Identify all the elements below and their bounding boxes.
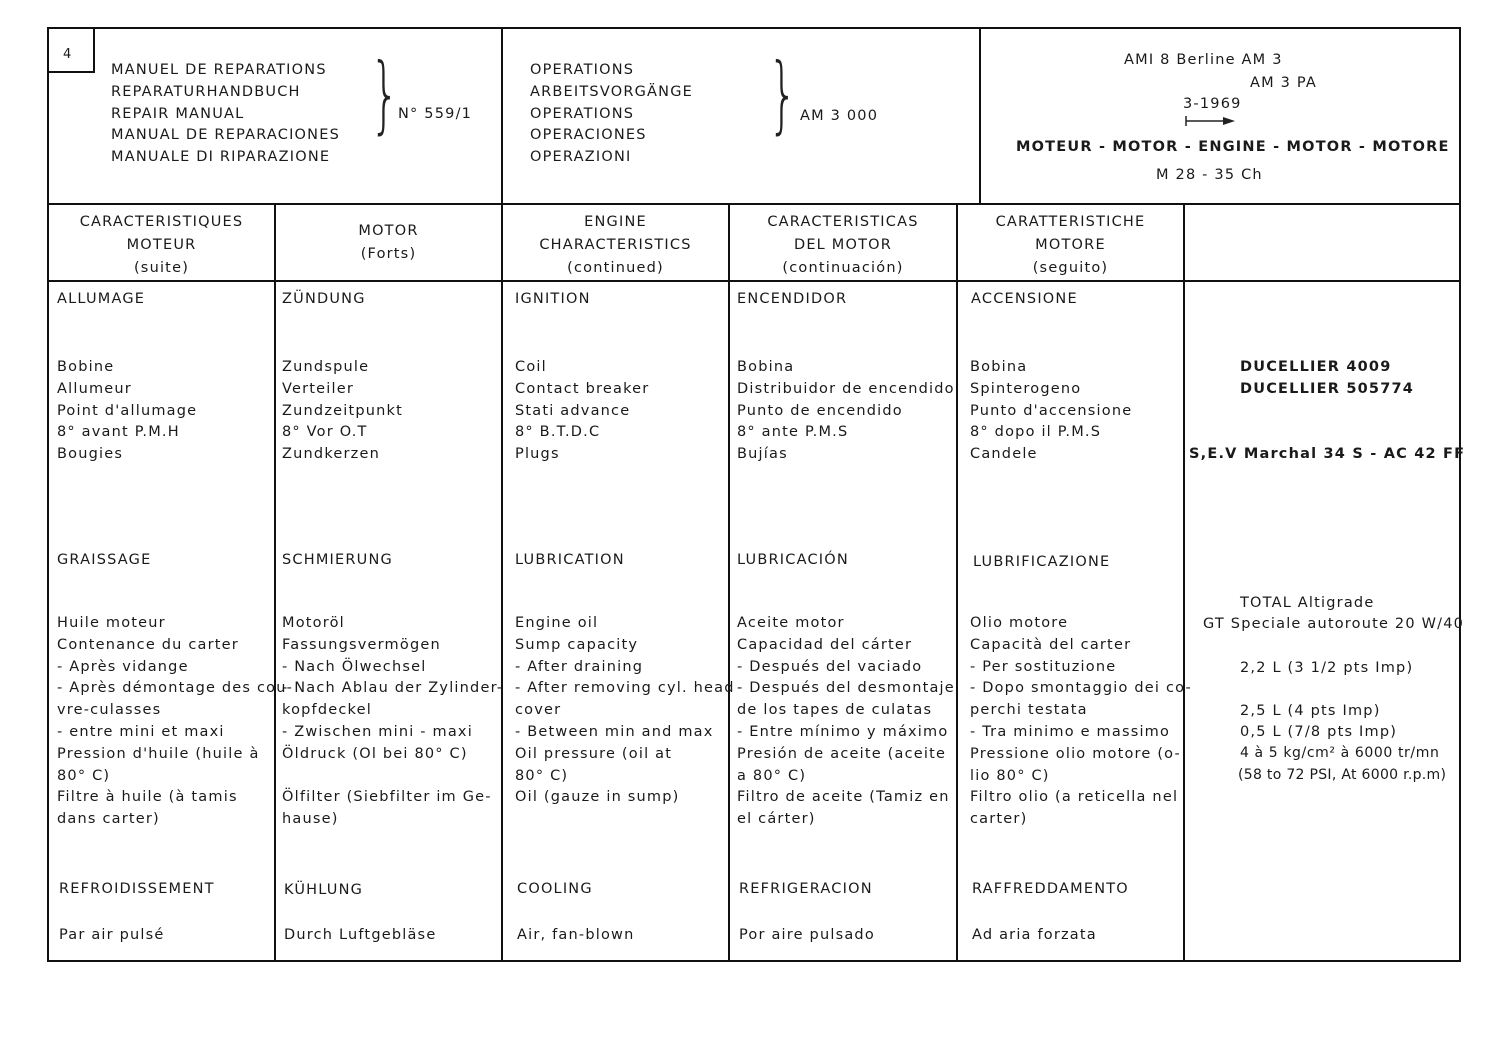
lubrication-items-it <box>970 613 1192 831</box>
ignition-items-es <box>737 357 955 466</box>
manual-title-en: REPAIR MANUAL <box>111 105 245 122</box>
ignition-item: Verteiler <box>282 380 355 397</box>
engine-designation: M 28 - 35 Ch <box>1156 167 1263 183</box>
col-sep-4 <box>956 203 958 962</box>
section-heading-cooling-en: COOLING <box>517 881 593 897</box>
column-head-fr <box>49 212 274 281</box>
section-heading-lubrication-fr: GRAISSAGE <box>57 552 152 568</box>
brace-right-2: } <box>768 45 798 143</box>
column-note-fr: (suite) <box>133 260 190 276</box>
column-title-it-1: CARATTERISTICHE <box>995 214 1146 230</box>
lubrication-item: Olio motore <box>970 615 1069 631</box>
ignition-item: Contact breaker <box>515 380 650 397</box>
lubrication-item: - Nach Ölwechsel <box>282 658 427 675</box>
lubrication-item: Pression d'huile (huile à <box>57 745 260 762</box>
cooling-text-de: Durch Luftgebläse <box>284 927 437 943</box>
column-title-es-2: DEL MOTOR <box>793 237 893 253</box>
cooling-text-it: Ad aria forzata <box>972 927 1097 943</box>
operations-titles <box>530 60 693 169</box>
manual-title-de: REPARATURHANDBUCH <box>111 83 301 100</box>
lubrication-item: - Después del vaciado <box>737 658 923 675</box>
lubrication-item: Filtre à huile (à tamis <box>57 789 238 806</box>
lubrication-items-fr <box>57 613 293 831</box>
ignition-item: Bobina <box>970 359 1028 375</box>
column-title-de-1: MOTOR <box>358 223 419 239</box>
column-title-it-2: MOTORE <box>1035 237 1106 253</box>
manual-title-fr: MANUEL DE REPARATIONS <box>111 62 327 78</box>
ignition-items-it <box>970 357 1132 466</box>
page-number: 4 <box>47 27 95 73</box>
ignition-item: Spinterogeno <box>970 380 1082 397</box>
col-sep-5 <box>1183 203 1185 962</box>
lubrication-item: Aceite motor <box>737 615 845 631</box>
ignition-item: 8° Vor O.T <box>282 424 368 441</box>
section-heading-ignition-es: ENCENDIDOR <box>737 291 848 307</box>
lubrication-item: Pressione olio motore (o- <box>970 745 1181 762</box>
lubrication-item: Motoröl <box>282 615 345 631</box>
lubrication-item: - Between min and max <box>515 723 714 740</box>
lubrication-item: - Après démontage des cou- <box>57 680 294 697</box>
manual-titles <box>111 60 340 169</box>
ignition-item: Distribuidor de encendido <box>737 380 955 397</box>
arrow-right-icon <box>1185 114 1235 128</box>
lubrication-item: Engine oil <box>515 615 599 631</box>
column-head-it <box>958 212 1183 281</box>
lubrication-item: hause) <box>282 811 339 828</box>
models-line-2: AM 3 PA <box>1250 75 1318 91</box>
column-note-en: (continued) <box>567 260 664 276</box>
ignition-items-fr <box>57 357 197 466</box>
lubrication-item: - Después del desmontaje <box>737 680 955 697</box>
lubrication-item: a 80° C) <box>737 767 807 784</box>
lubrication-item: el cárter) <box>737 811 816 828</box>
section-heading-cooling-es: REFRIGERACION <box>739 881 873 897</box>
lubrication-item: Sump capacity <box>515 636 639 653</box>
models-line-1: AMI 8 Berline AM 3 <box>1124 52 1283 68</box>
lubrication-item: Huile moteur <box>57 615 166 631</box>
coil-value: DUCELLIER 4009 <box>1240 359 1392 375</box>
lubrication-item <box>282 766 503 788</box>
lubrication-item: - Entre mínimo y máximo <box>737 723 949 740</box>
oil-pressure-psi-value: (58 to 72 PSI, At 6000 r.p.m) <box>1238 767 1447 783</box>
lubrication-item: kopfdeckel <box>282 702 372 719</box>
section-heading-cooling-de: KÜHLUNG <box>284 882 364 898</box>
cooling-text-es: Por aire pulsado <box>739 927 875 943</box>
oil-brand-value: TOTAL Altigrade <box>1240 595 1375 611</box>
ignition-item: 8° ante P.M.S <box>737 424 849 441</box>
section-heading-cooling-it: RAFFREDDAMENTO <box>972 881 1129 897</box>
section-heading-ignition-en: IGNITION <box>515 291 591 307</box>
lubrication-item: perchi testata <box>970 702 1088 719</box>
header-divider <box>47 203 1461 205</box>
section-heading-lubrication-de: SCHMIERUNG <box>282 552 393 568</box>
lubrication-item: vre-culasses <box>57 702 162 719</box>
section-heading-lubrication-en: LUBRICATION <box>515 552 625 568</box>
ignition-item: Zundspule <box>282 359 370 375</box>
header-sep-1 <box>501 27 503 205</box>
lubrication-item: - Tra minimo e massimo <box>970 723 1171 740</box>
lubrication-item: Öldruck (Ol bei 80° C) <box>282 745 468 762</box>
ignition-item: Bougies <box>57 446 124 463</box>
ignition-item: Point d'allumage <box>57 402 198 419</box>
lubrication-item: Filtro de aceite (Tamiz en <box>737 789 950 806</box>
oil-grade-value: GT Speciale autoroute 20 W/40 <box>1203 616 1465 632</box>
section-heading-ignition-fr: ALLUMAGE <box>57 291 146 307</box>
lubrication-item: carter) <box>970 811 1028 828</box>
ignition-item: Stati advance <box>515 402 631 419</box>
section-heading-ignition-it: ACCENSIONE <box>971 291 1078 307</box>
column-head-es <box>730 212 956 281</box>
lubrication-item: Capacidad del cárter <box>737 636 913 653</box>
manual-title-es: MANUAL DE REPARACIONES <box>111 127 340 144</box>
col-sep-2 <box>501 203 503 962</box>
capacity-drain-value: 2,2 L (3 1/2 pts Imp) <box>1240 660 1414 676</box>
lubrication-item: Capacità del carter <box>970 636 1132 653</box>
ignition-item: Bujías <box>737 446 788 463</box>
column-head-en <box>503 212 728 281</box>
lubrication-items-en <box>515 613 735 809</box>
manual-title-it: MANUALE DI RIPARAZIONE <box>111 149 331 166</box>
column-note-de: (Forts) <box>360 246 417 262</box>
lubrication-item: - entre mini et maxi <box>57 723 225 740</box>
subject-title: MOTEUR - MOTOR - ENGINE - MOTOR - MOTORE <box>1016 139 1450 155</box>
ignition-item: Zundzeitpunkt <box>282 402 404 419</box>
ignition-item: Plugs <box>515 446 560 463</box>
ignition-items-en <box>515 357 649 466</box>
ignition-items-de <box>282 357 403 466</box>
lubrication-item: - After removing cyl. head <box>515 680 735 697</box>
ignition-item: 8° dopo il P.M.S <box>970 424 1102 441</box>
lubrication-item: dans carter) <box>57 811 160 828</box>
lubrication-item: lio 80° C) <box>970 767 1050 784</box>
ignition-item: Allumeur <box>57 380 132 397</box>
section-heading-ignition-de: ZÜNDUNG <box>282 291 366 307</box>
brace-right-1: } <box>370 45 400 143</box>
column-title-es-1: CARACTERISTICAS <box>767 214 919 230</box>
lubrication-item: 80° C) <box>57 767 111 784</box>
section-heading-lubrication-it: LUBRIFICAZIONE <box>973 554 1111 570</box>
cooling-text-fr: Par air pulsé <box>59 927 165 943</box>
operations-title-de: ARBEITSVORGÄNGE <box>530 83 693 100</box>
cooling-text-en: Air, fan-blown <box>517 927 635 943</box>
date-from: 3-1969 <box>1183 96 1242 112</box>
ignition-item: Bobine <box>57 359 115 375</box>
lubrication-items-es <box>737 613 955 831</box>
lubrication-item: - Zwischen mini - maxi <box>282 723 473 740</box>
lubrication-item: cover <box>515 702 562 719</box>
ignition-item: Candele <box>970 446 1038 463</box>
section-heading-cooling-fr: REFROIDISSEMENT <box>59 881 215 897</box>
lubrication-item: - Nach Ablau der Zylinder- <box>282 680 504 697</box>
column-title-en-1: ENGINE <box>584 214 647 230</box>
manual-number: N° 559/1 <box>398 106 473 122</box>
ignition-item: 8° avant P.M.H <box>57 424 180 441</box>
operations-title-fr: OPERATIONS <box>530 62 635 78</box>
lubrication-item: Presión de aceite (aceite <box>737 745 947 762</box>
operations-code: AM 3 000 <box>800 108 879 124</box>
column-note-it: (seguito) <box>1032 260 1109 276</box>
lubrication-item: - Après vidange <box>57 658 189 675</box>
ignition-item: Punto d'accensione <box>970 402 1133 419</box>
capacity-minmax-value: 0,5 L (7/8 pts Imp) <box>1240 724 1398 740</box>
column-title-fr-1: CARACTERISTIQUES <box>79 214 244 230</box>
ignition-item: Zundkerzen <box>282 446 381 463</box>
oil-pressure-value: 4 à 5 kg/cm² à 6000 tr/mn <box>1240 745 1440 761</box>
ignition-item: Punto de encendido <box>737 402 903 419</box>
col-sep-1 <box>274 203 276 962</box>
column-title-en-2: CHARACTERISTICS <box>539 237 692 253</box>
lubrication-item: Contenance du carter <box>57 636 239 653</box>
col-sep-3 <box>728 203 730 962</box>
column-note-es: (continuación) <box>782 260 904 276</box>
lubrication-item: 80° C) <box>515 767 569 784</box>
header-sep-2 <box>979 27 981 205</box>
lubrication-item: - Dopo smontaggio dei co- <box>970 680 1192 697</box>
operations-title-es: OPERACIONES <box>530 127 647 144</box>
lubrication-item: Fassungsvermögen <box>282 636 441 653</box>
lubrication-item: Filtro olio (a reticella nel <box>970 789 1179 806</box>
operations-title-it: OPERAZIONI <box>530 149 632 166</box>
plugs-value: S,E.V Marchal 34 S - AC 42 FF <box>1189 446 1466 462</box>
column-title-fr-2: MOTEUR <box>126 237 197 253</box>
lubrication-item: Oil (gauze in sump) <box>515 789 680 806</box>
capacity-cover-value: 2,5 L (4 pts Imp) <box>1240 703 1381 719</box>
lubrication-item: de los tapes de culatas <box>737 702 933 719</box>
lubrication-item: Oil pressure (oil at <box>515 745 673 762</box>
ignition-item: Coil <box>515 359 547 375</box>
breaker-value: DUCELLIER 505774 <box>1240 381 1415 397</box>
lubrication-item: - After draining <box>515 658 644 675</box>
section-heading-lubrication-es: LUBRICACIÓN <box>737 552 849 568</box>
column-head-de <box>276 221 501 267</box>
ignition-item: 8° B.T.D.C <box>515 424 601 441</box>
lubrication-item: Ölfilter (Siebfilter im Ge- <box>282 789 492 806</box>
ignition-item: Bobina <box>737 359 795 375</box>
lubrication-item: - Per sostituzione <box>970 658 1117 675</box>
lubrication-items-de <box>282 613 503 831</box>
operations-title-en: OPERATIONS <box>530 105 635 122</box>
